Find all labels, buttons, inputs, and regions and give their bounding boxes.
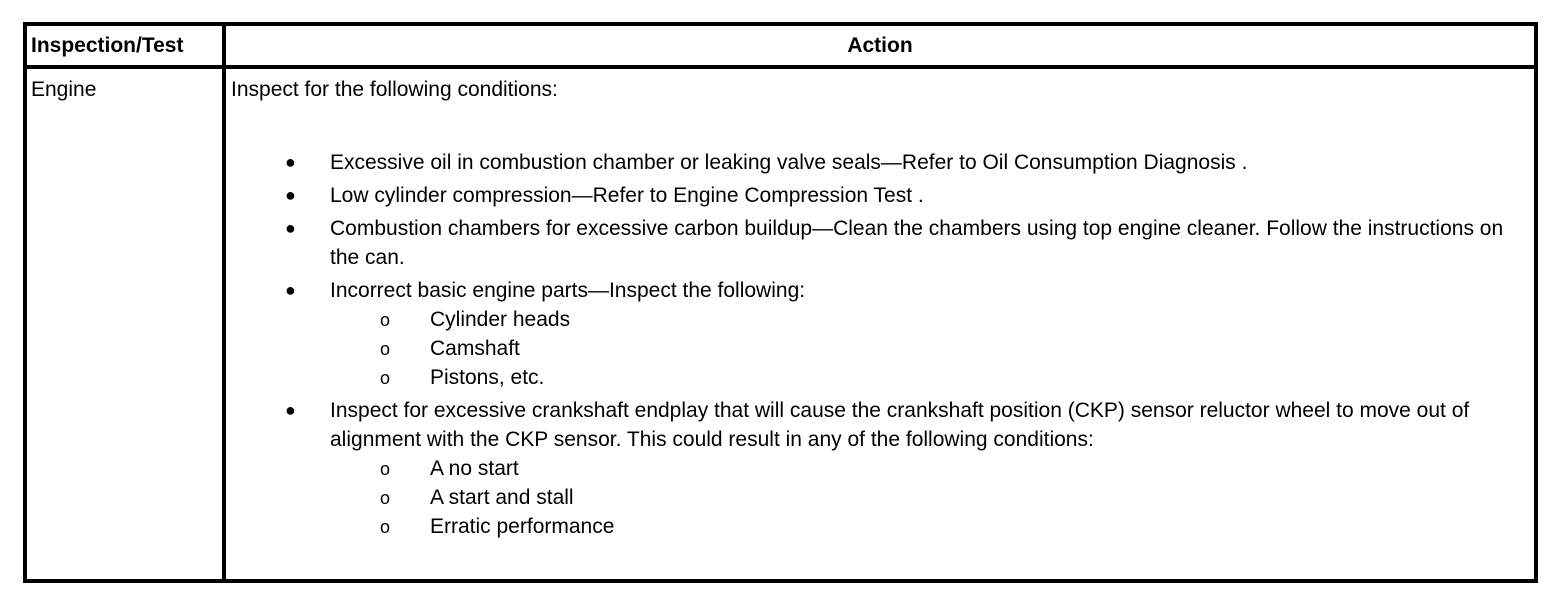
circle-bullet-icon: o xyxy=(380,339,391,359)
inspection-table xyxy=(23,22,1538,583)
action-intro: Inspect for the following conditions: xyxy=(231,78,558,101)
sub-condition-text: Camshaft xyxy=(430,337,520,360)
column-divider xyxy=(222,26,226,579)
sub-condition-item xyxy=(330,483,1520,512)
condition-item xyxy=(231,214,1520,272)
condition-list xyxy=(231,148,1520,541)
circle-bullet-icon: o xyxy=(380,517,391,537)
bullet-icon: ● xyxy=(285,152,296,172)
cell-test-name: Engine xyxy=(31,78,97,101)
condition-text: Low cylinder compression—Refer to Engine Compression Test . xyxy=(330,184,924,207)
header-inspection-test: Inspection/Test xyxy=(31,34,184,57)
condition-text: Excessive oil in combustion chamber or leaking valve seals—Refer to Oil Consumption Diagnosis . xyxy=(330,151,1248,174)
condition-text: Combustion chambers for excessive carbon buildup—Clean the chambers using top engine cleaner. Follow the instructions on the can. xyxy=(330,217,1504,269)
bullet-icon: ● xyxy=(285,185,296,205)
bullet-icon: ● xyxy=(285,218,296,238)
header-divider xyxy=(27,65,1534,69)
sub-condition-item xyxy=(330,454,1520,483)
sub-condition-list xyxy=(330,305,1520,392)
sub-condition-item xyxy=(330,363,1520,392)
header-action: Action xyxy=(847,34,913,57)
condition-item xyxy=(231,396,1520,541)
circle-bullet-icon: o xyxy=(380,368,391,388)
circle-bullet-icon: o xyxy=(380,310,391,330)
sub-condition-text: Pistons, etc. xyxy=(430,366,545,389)
condition-item xyxy=(231,148,1520,177)
bullet-icon: ● xyxy=(285,400,296,420)
condition-item xyxy=(231,181,1520,210)
sub-condition-text: Erratic performance xyxy=(430,515,615,538)
circle-bullet-icon: o xyxy=(380,488,391,508)
cell-action xyxy=(231,76,1520,545)
circle-bullet-icon: o xyxy=(380,459,391,479)
sub-condition-text: A no start xyxy=(430,457,519,480)
sub-condition-text: Cylinder heads xyxy=(430,308,571,331)
sub-condition-list xyxy=(330,454,1520,541)
sub-condition-item xyxy=(330,334,1520,363)
condition-item xyxy=(231,276,1520,392)
bullet-icon: ● xyxy=(285,280,296,300)
condition-text: Incorrect basic engine parts—Inspect the following: xyxy=(330,279,806,302)
sub-condition-item xyxy=(330,305,1520,334)
sub-condition-item xyxy=(330,512,1520,541)
sub-condition-text: A start and stall xyxy=(430,486,574,509)
condition-text: Inspect for excessive crankshaft endplay that will cause the crankshaft position (CKP) sensor reluctor wheel to move out of alignment with the CKP sensor. This could result in any of the following conditions: xyxy=(330,399,1470,451)
